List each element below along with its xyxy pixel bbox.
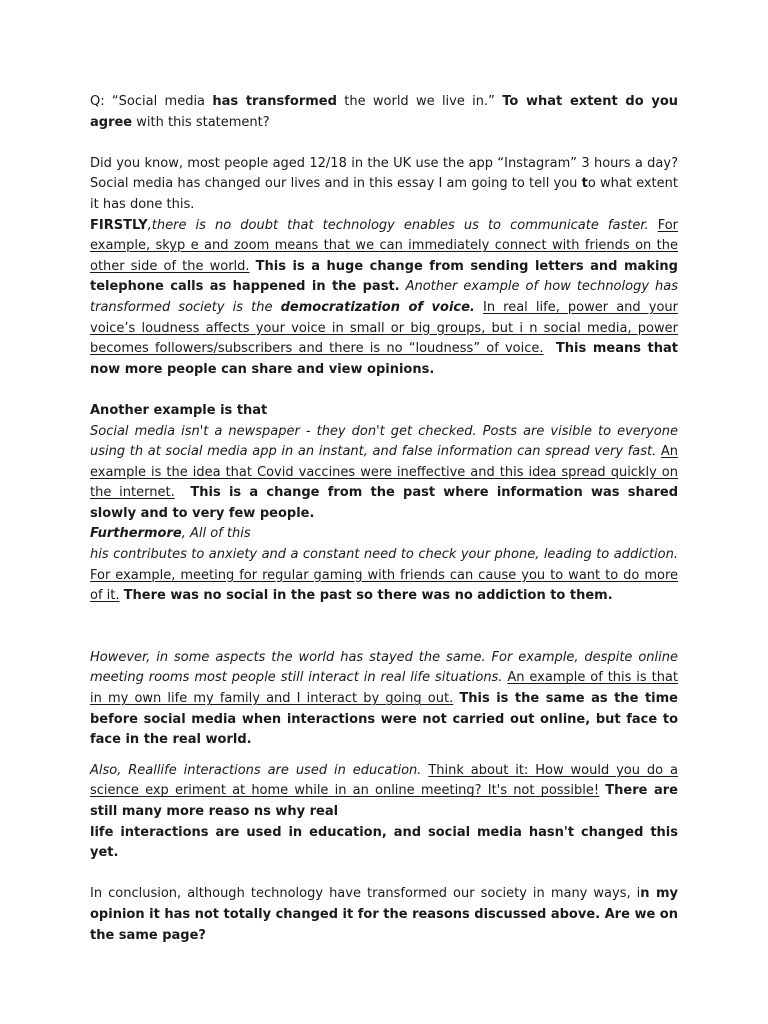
paragraph-firstly: FIRSTLY,there is no doubt that technology enables us to communicate faster. For example, skyp e and zoom means that we can immediately connect with friends on the other side of the world. This is a huge change from sending letters and making telephone calls as happened in the past. Another example of how technology has transformed society is the democratization of voice. In real life, power and your voice’s loudness affects your voice in small or big groups, but i n social media, power becomes followers/subscribers and there is no “loudness” of voice. This means that now more people can share and view opinions. xyxy=(90,217,679,377)
paragraph-furthermore-line: Furthermore, All of this xyxy=(90,526,251,542)
paragraph-however: However, in some aspects the world has stayed the same. For example, despite online meeting rooms most people still interact in real life situations. An example of this is that in my own life my family and I interact by going out. This is the same as the time before social media when interactions were not carried out online, but face to face in the real world. xyxy=(90,649,678,748)
intro-paragraph: Did you know, most people aged 12/18 in the UK use the app “Instagram” 3 hours a day? Social media has changed our lives and in this essay I am going to tell you to what extent it has done this. xyxy=(90,155,678,212)
essay-document xyxy=(90,92,678,946)
conclusion-paragraph: In conclusion, although technology have transformed our society in many ways, in my opinion it has not totally changed it for the reasons discussed above. Are we on the same page? xyxy=(90,886,678,943)
paragraph-heading-another-example: Another example is that xyxy=(90,402,268,418)
paragraph-addiction: his contributes to anxiety and a constant need to check your phone, leading to addiction. For example, meeting for regular gaming with friends can cause you to want to do more of it. There was no social in the past so there was no addiction to them. xyxy=(90,547,678,604)
paragraph-misinformation: Social media isn't a newspaper - they don't get checked. Posts are visible to everyone using th at social media app in an instant, and false information can spread very fast. An example is the idea that Covid vaccines were ineffective and this idea spread quickly on the internet. This is a change from the past where information was shared slowly and to very few people. xyxy=(90,423,679,521)
essay-question: Q: “Social media has transformed the world we live in.” To what extent do you agree with this statement? xyxy=(90,94,679,130)
paragraph-education: Also, Reallife interactions are used in education. Think about it: How would you do a science exp eriment at home while in an online meeting? It's not possible! There are still many more reaso ns why real xyxy=(90,762,678,819)
paragraph-education-continued: life interactions are used in education, and social media hasn't changed this yet. xyxy=(90,824,678,861)
